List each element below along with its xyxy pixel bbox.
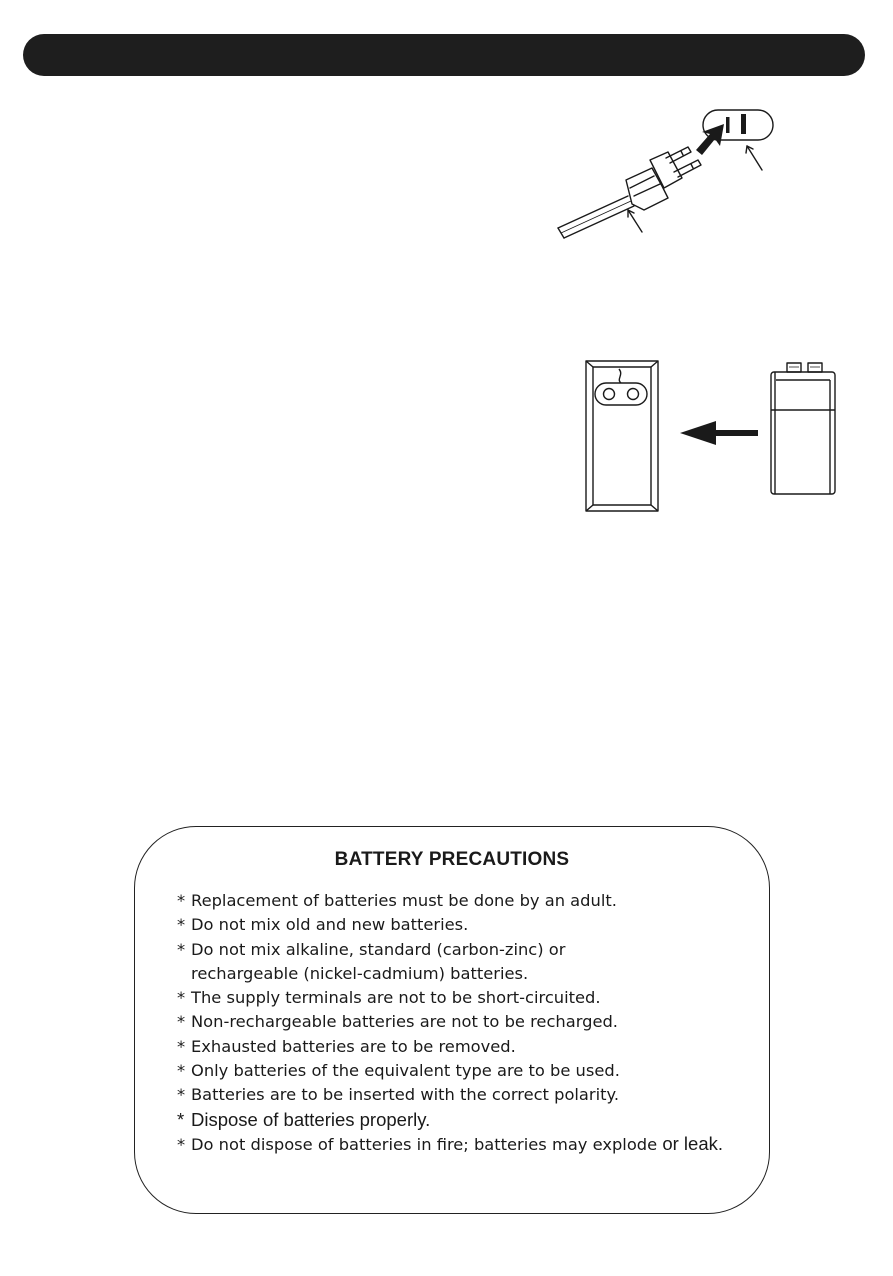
header-bar xyxy=(23,34,865,76)
list-item: * Do not mix alkaline, standard (carbon-zinc) or rechargeable (nickel-cadmium) batteries. xyxy=(177,939,566,983)
list-item: * Only batteries of the equivalent type are to be used. xyxy=(177,1061,620,1081)
list-item: * Batteries are to be inserted with the correct polarity. xyxy=(177,1085,620,1105)
battery-compartment-illustration xyxy=(580,355,845,515)
list-item: * Do not dispose of batteries in fire; batteries may explode or leak. xyxy=(177,1132,723,1154)
list-item: * Dispose of batteries properly. xyxy=(177,1108,431,1130)
list-item: * Exhausted batteries are to be removed. xyxy=(177,1036,516,1056)
list-item: * Do not mix old and new batteries. xyxy=(177,915,469,935)
precautions-title: BATTERY PRECAUTIONS xyxy=(334,849,570,870)
list-item: * The supply terminals are not to be short-circuited. xyxy=(177,988,601,1008)
list-item: * Non-rechargeable batteries are not to be recharged. xyxy=(177,1012,618,1032)
battery-precautions-box xyxy=(134,826,770,1214)
plug-outlet-illustration xyxy=(550,100,790,245)
precautions-list xyxy=(177,889,777,1157)
list-item: * Replacement of batteries must be done by an adult. xyxy=(177,891,617,910)
